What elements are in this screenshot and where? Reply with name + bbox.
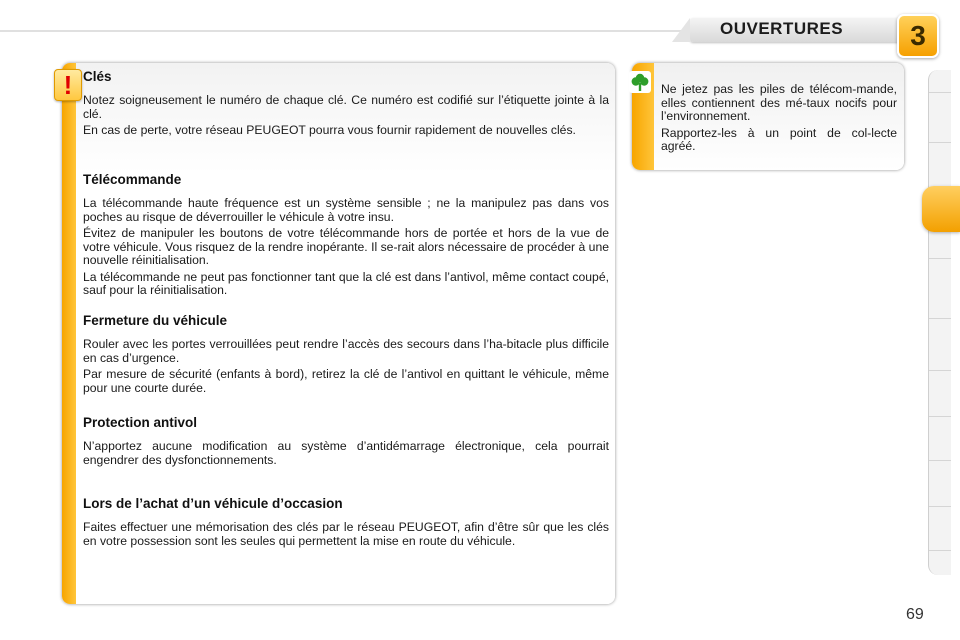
warning-exclamation-icon: !: [54, 69, 82, 101]
chapter-tab-active[interactable]: [922, 186, 960, 232]
tab-separator: [929, 318, 951, 319]
chapter-tabs: [928, 70, 951, 575]
section-heading: Fermeture du véhicule: [83, 313, 228, 328]
tab-separator: [929, 92, 951, 93]
section-heading: Lors de l’achat d’un véhicule d’occasion: [83, 496, 343, 511]
section-heading: Télécommande: [83, 172, 182, 187]
paragraph: Ne jetez pas les piles de télécom-mande, elles contiennent des mé-taux nocifs pour l’environnement.: [661, 82, 897, 123]
tab-separator: [929, 460, 951, 461]
section-heading: Protection antivol: [83, 415, 198, 430]
paragraph: Évitez de manipuler les boutons de votre télécommande hors de portée et hors de la vue de votre véhicule. Vous risquez de la rendre inopérante. Il se-rait alors nécessaire de procéder à une nouvelle réinitialisation.: [83, 226, 609, 267]
chapter-title: OUVERTURES: [720, 19, 844, 38]
paragraph: En cas de perte, votre réseau PEUGEOT pourra vous fournir rapidement de nouvelles clés.: [83, 123, 576, 137]
tab-separator: [929, 142, 951, 143]
paragraph: La télécommande ne peut pas fonctionner tant que la clé est dans l’antivol, même contact coupé, sauf pour la réinitialisation.: [83, 269, 609, 297]
chapter-number-badge: 3: [897, 14, 939, 58]
tab-separator: [929, 370, 951, 371]
paragraph: Rouler avec les portes verrouillées peut rendre l’accès des secours dans l’ha-bitacle plus difficile en cas d’urgence.: [83, 337, 609, 365]
section-protection-antivol: [83, 415, 609, 467]
paragraph: Rapportez-les à un point de col-lecte agréé.: [661, 125, 897, 153]
paragraph: Notez soigneusement le numéro de chaque clé. Ce numéro est codifié sur l’étiquette jointe à la clé.: [83, 93, 609, 121]
section-occasion: [83, 496, 609, 548]
paragraph: Par mesure de sécurité (enfants à bord), retirez la clé de l’antivol en quittant le véhicule, même pour une courte durée.: [83, 367, 609, 395]
section-heading: Clés: [83, 69, 112, 84]
tab-separator: [929, 416, 951, 417]
tab-separator: [929, 506, 951, 507]
paragraph: La télécommande haute fréquence est un système sensible ; ne la manipulez pas dans vos poches au risque de déverrouiller le véhicule à votre insu.: [83, 196, 609, 224]
tab-separator: [929, 550, 951, 551]
section-telecommande: [83, 172, 609, 298]
paragraph: Faites effectuer une mémorisation des clés par le réseau PEUGEOT, afin d’être sûr que les clés en votre possession sont les seules qui permettent la mise en route du véhicule.: [83, 520, 609, 548]
tree-eco-icon: [629, 71, 651, 93]
section-fermeture: [83, 313, 609, 395]
panel-stripe: [62, 63, 76, 604]
paragraph: N’apportez aucune modification au système d’antidémarrage électronique, cela pourrait engendrer des dysfonctionnements.: [83, 439, 609, 467]
page-number: 69: [906, 606, 924, 623]
tab-separator: [929, 258, 951, 259]
section-cles: [83, 69, 609, 138]
eco-note-text: [661, 83, 897, 154]
